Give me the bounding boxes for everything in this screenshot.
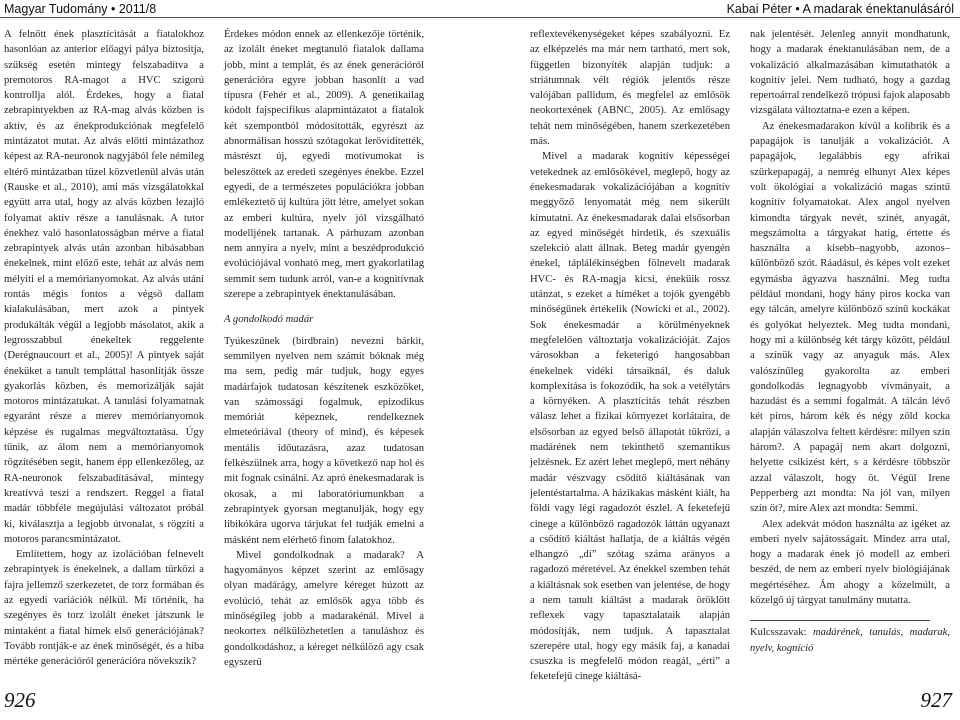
column-2 — [224, 27, 424, 672]
paragraph: Mivel a madarak kognitív képességei vetekednek az emlősökével, meglepő, hogy az énekesmadarak vokalizációjában a kognitív meggyőző lenyomatát még nem sikerült kimutatni. Az énekesmadarak dalai elsősorban az egyed minőségét hirdetik, és szexuális szelekció alatt állnak. Beteg madár gyengén énekel, táplálékínségben fölnevelt madarak HVC- és RA-magja kicsi, éneküik rossz utánzat, s ezeket a híméket a tojók gyengébb minőségűnek értékelik (Nowicki et al., 2002). Sok énekesmadár a körülményeknek megfelelően változtatja vokalizációját. Zajos városokban a feketerigó hangosabban énekelnek vidéki társaiknál, és daluk komplexitása is fokozódik, ha sok a vetélytárs a környéken. A plasztícitás tehát részben válasz lehet a fizikai környezet korlátaira, de elsősorban az egyed belső állapotát tükrözi, a madárének nem tekinthető szemantikus jelzésnek. Ez azért lehet meglepő, mert néhány madár vészvagy csődítő kiáltásának van jelentéstartalma. A házikakas másként kiált, ha földi vagy légi ragadozót észlel. A feketefejű cinege a különböző ragadozók láttán ugyanazt a csődítő kiáltást hallatja, de a kiáltás végén elhangzó „dí” szótag száma arányos a ragadozó méretével. Az énekkel szemben tehát a kiáltásnak sok esetben van jelentése, de hogy a nem tanult kiáltást a madarak öröklött reflexek vagy tapasztalataik alapján módosítják, nem tudjuk. A tapasztalat szerepére utal, hogy egy másik faj, a kanadai csuszka is megfelelő módon reagál, „érti” a feketefejű cinege kiáltásá- — [530, 151, 730, 683]
page-number-left: 926 — [4, 688, 36, 712]
paragraph: Mivel gondolkodnak a madarak? A hagyományos képzet szerint az emlősagy olyan madárágy, amelyre kéreget húzott az evolúció, tehát az emlősök agya több és minőségileg jobb a madarakénál. Mivel a neokortex nélkülözhetetlen a tanuláshoz és gondolkodáshoz, a kéreget nélkülöző agy csak egyszerű — [224, 549, 424, 668]
article-header: Kabai Péter • A madarak énektanulásáról — [726, 2, 954, 16]
paragraph: Említettem, hogy az izolációban felnevelt zebrapintyek is énekelnek, a dallam türközi a fajra jellemző szerkezetet, de torz formában és az egyedi variációk nélkül. Mi történik, ha szegényes és torz izolált éneket játszunk le mintaként a fiatal hímek első generációjának? Tovább rontják-e az ének minőségét, és a hiba mértéke generációról generációra növekszik? — [4, 549, 204, 668]
paragraph: Alex adekvát módon használta az igéket az emberi nyelv sajátosságait. Mindez arra utal, hogy a madarak ének jó modell az emberi beszéd, de nem az emberi nyelv biológiájának megértéséhez. Ám ahogy a közelmúlt, a közelgő új tárgyat tanulmány mutatta. — [750, 518, 950, 606]
header-rule — [0, 17, 960, 18]
keywords-rule — [750, 620, 930, 621]
paragraph: reflextevékenységeket képes szabályozni. Ez az elképzelés ma már nem tartható, mert sok, független bizonyíték alapján tudjuk: a striátumnak vélt régiók jelentős része valójában pallidum, és megfelel az emlősök neokortexének (ABNC, 2005). Az emlősagy tehát nem minőségében, hanem szerkezetében más. — [530, 29, 730, 148]
page-number-right: 927 — [920, 688, 952, 712]
section-heading: A gondolkodó madár — [224, 314, 314, 326]
paragraph: A felnőtt ének plasztícitását a fiatalokhoz hasonlóan az anterior előagyi pálya biztosítja, szükség esetén mintegy felszabadítva a premotoros RA-magot a HVC szigorú kontrollja alól. Érdekes, hogy a fiatal zebrapintyekben az RA-mag alvás közben is aktív, és az énekprodukciónak megfelelő mintázatot mutat. Az alvás előtti mintázathoz képest az RA-neuronok nagyjából fele némileg eltérő mintázatban tüzel közvetlenül alvás után (Rauske et al., 2010), ami más vizsgálatokkal együtt arra utal, hogy az alvás közben lezajló folyamat aktív része a tanulásnak. A tutor énekhez való hasonlatosságban mérve a fiatal zebrapintyek alvás után azonban hibásabban énekelnek, mint előző este, tehát az alvás nem mélyíti el a memórianyomokat. Az alvás utáni rontás mégis fontos a végső dallam kialakulásában, mert azok a pintyek produkálták végül a legjobb másolatot, akik a legrosszabbul énekeltek reggelente (Derégnaucourt et al., 2005)! A pintyek saját éneküket a tanult templáttal hasonlítják össze gyakorlás közben, és memorizálják saját motoros mintázatukat. A tanulási folyamatnak egyaránt része a merev memórianyomok képzése és rugalmas megváltoztatása. Úgy tűnik, az álom nem a memórianyomok rögzítésében segít, hanem épp ellenkezőleg, az RA-neuronok felszabadításával, mintegy kreatívvá teszi a rendszert. Reggel a fiatal madár többféle megújulási változatot próbál ki, kiválasztja a legjobb útvonalat, s rögzíti a motoros parancsmintázatot. — [4, 29, 204, 545]
column-3 — [530, 27, 730, 683]
paragraph: nak jelentését. Jelenleg annyit mondhatunk, hogy a madarak énektanulásában nem, de a vokalizáció alkalmazásában kimutathatók a kognitív jelei. Nem tudható, hogy a gazdag repertoárral rendelkező trópusi fajok alaposabb vizsgálata változtatna-e ezen a képen. — [750, 29, 951, 117]
paragraph: Érdekes módon ennek az ellenkezője történik, az izolált éneket megtanuló fiatalok dallama jobb, mint a templát, és az ének generációról generációra egyre jobban hasonlít a vad típusra (Fehér et al., 2009). A genetikailag kódolt fajspecifikus alapmintázatot a fiatalok két szempontból módosították, egyrészt az abnormálisan hosszú szótagokat lerövidítették, másrészt új, egyedi motívumokat is beleszőttek az eredeti szegényes énekbe. Ezzel egyedi, de a természetes populációkra jobban emlékeztető új kultúra jött létre, amelyet sokan az emberi kultúra, nyelv jól vizsgálható modelljének tartanak. A párhuzam azonban nem annyira a nyelv, mint a beszédprodukció evolúciójával vonható meg, mert gyakorlatilag semmit sem tudunk arról, van-e a kognitívnak szerepe a zebrapintyek énektanulásában. — [224, 29, 424, 301]
keywords-list: madárének, tanulás, madarak, nyelv, kogníció — [750, 627, 950, 654]
running-header — [0, 0, 960, 20]
column-1 — [4, 27, 204, 672]
keywords — [750, 625, 950, 656]
paragraph: Tyúkeszűnek (birdbrain) nevezni bárkit, semmilyen nyelven nem számít bóknak még ma sem, pedig már tudjuk, hogy egyes madárfajok tudatosan készítenek eszközöket, van számossági fogalmuk, epizodikus memóriát képeznek, rendelkeznek elmeteóriával (theory of mind), és képesek mentális időutazásra, azaz tudatosan felkészülnek arra, hogy a következő nap hol és mit fognak csinálni. Az apró énekesmadarak is okosak, a mi laboratóriumunkban a zebrapintyek gyorsan megtanulják, hogy egy libikókára ugorva tárjukat fel tudják emelni a másként nem elérhető finom falatokhoz. — [224, 335, 424, 546]
column-4 — [750, 27, 950, 672]
keywords-label: Kulcsszavak: — [750, 627, 807, 639]
journal-header: Magyar Tudomány • 2011/8 — [4, 2, 157, 16]
paragraph: Az énekesmadarakon kívül a kolibrik és a papagájok is tanulják a vokalizációt. A papagájok, legalábbis egy afrikai szürkepapagáj, a nemrég elhunyt Alex képes volt ökológiai a vokalizáció magas szintű kognitív folyamatokat. Alex angol nyelven kimondta tárgyak nevét, színét, anyagát, megszámolta a tárgyakat hatig, értette és használta a kisebb–nagyobb, azonos–különböző szót. Ráadásul, és képes volt ezeket egymásba ágyazva használni. Meg tudta például mondani, hogy hány piros kocka van egy tálcán, amelyre különböző színű kockákat és golyókat helyeztek. Meg tudta mondani, hogy mi a különbség két tárgy között, például a színük vagy az anyaguk más. Alex valószínűleg gyakorolta az emberi gondolkodás legnagyobb vívmányait, a hazudást és a semmi fogalmát. A tálcán lévő két piros, három kék és négy zöld kocka alapján válaszolva feltett kérdésre: milyen szín három?. A papagáj nem akart dolgozni, helyette csikizést kért, s a kérdésre többször azzal válaszolt, hogy öt. Végül Irene Pepperberg azt mondta: Na jól van, milyen szín öt?, mire Alex azt mondta: Semmi. — [750, 120, 950, 515]
